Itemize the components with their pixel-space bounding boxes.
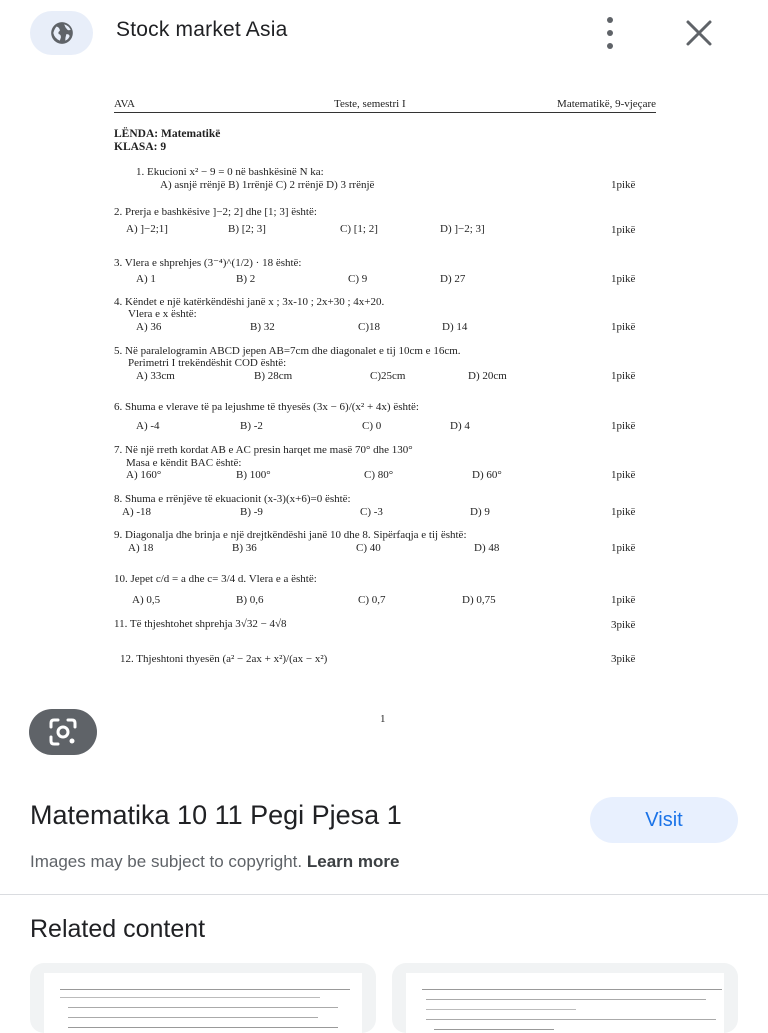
- question-4-option-b: B) 32: [250, 321, 275, 333]
- globe-icon[interactable]: [30, 11, 93, 55]
- question-3-option-a: A) 1: [136, 273, 156, 285]
- question-7-points: 1pikë: [611, 469, 636, 481]
- question-3-option-b: B) 2: [236, 273, 256, 285]
- question-6: 6. Shuma e vlerave të pa lejushme të thyesës (3x − 6)/(x² + 4x) është:: [114, 401, 419, 413]
- doc-header-left: AVA: [114, 98, 135, 110]
- related-thumbnail-2: [406, 973, 724, 1033]
- question-5-points: 1pikë: [611, 370, 636, 382]
- question-9-option-a: A) 18: [128, 542, 154, 554]
- question-2-points: 1pikë: [611, 224, 636, 236]
- question-8-points: 1pikë: [611, 506, 636, 518]
- question-8-option-b: B) -9: [240, 506, 263, 518]
- copyright-text: Images may be subject to copyright.: [30, 852, 303, 871]
- question-4-line2: Vlera e x është:: [128, 308, 197, 320]
- question-4-points: 1pikë: [611, 321, 636, 333]
- question-6-option-b: B) -2: [240, 420, 263, 432]
- question-11-points: 3pikë: [611, 619, 636, 631]
- question-9-option-d: D) 48: [474, 542, 500, 554]
- question-3-option-c: C) 9: [348, 273, 368, 285]
- related-content-heading: Related content: [30, 915, 206, 943]
- question-4-option-d: D) 14: [442, 321, 468, 333]
- related-thumbnail-1: [44, 973, 362, 1033]
- document-image[interactable]: [0, 66, 768, 756]
- question-4-option-c: C)18: [358, 321, 380, 333]
- question-3-option-d: D) 27: [440, 273, 466, 285]
- question-9: 9. Diagonalja dhe brinja e një drejtkëndëshi janë 10 dhe 8. Sipërfaqja e tij është:: [114, 529, 467, 541]
- related-card-2[interactable]: [392, 963, 738, 1033]
- question-1: 1. Ekucioni x² − 9 = 0 në bashkësinë N ka:: [136, 166, 324, 178]
- doc-subject: LËNDA: Matematikë: [114, 128, 221, 140]
- document-header: [114, 98, 656, 113]
- question-5-line2: Perimetri I trekëndëshit COD është:: [128, 357, 287, 369]
- question-7-option-d: D) 60°: [472, 469, 502, 481]
- question-10-option-c: C) 0,7: [358, 594, 386, 606]
- question-7-line2: Masa e këndit BAC është:: [126, 457, 242, 469]
- question-6-option-a: A) -4: [136, 420, 160, 432]
- question-2-option-b: B) [2; 3]: [228, 223, 266, 235]
- question-4-option-a: A) 36: [136, 321, 162, 333]
- question-4: 4. Këndet e një katërkëndëshi janë x ; 3x-10 ; 2x+30 ; 4x+20.: [114, 296, 385, 308]
- close-icon[interactable]: [682, 16, 716, 50]
- google-lens-icon[interactable]: [29, 709, 97, 755]
- question-8-option-d: D) 9: [470, 506, 490, 518]
- question-10-points: 1pikë: [611, 594, 636, 606]
- related-card-1[interactable]: [30, 963, 376, 1033]
- question-5-option-b: B) 28cm: [254, 370, 293, 382]
- question-6-points: 1pikë: [611, 420, 636, 432]
- visit-button[interactable]: Visit: [590, 797, 738, 843]
- question-2-option-d: D) ]−2; 3]: [440, 223, 485, 235]
- question-7-option-b: B) 100°: [236, 469, 271, 481]
- question-2-option-c: C) [1; 2]: [340, 223, 378, 235]
- result-title[interactable]: Matematika 10 11 Pegi Pjesa 1: [30, 800, 402, 830]
- question-2-option-a: A) ]−2;1]: [126, 223, 168, 235]
- learn-more-link[interactable]: Learn more: [306, 852, 400, 871]
- question-3-points: 1pikë: [611, 273, 636, 285]
- divider: [0, 894, 768, 895]
- more-vert-icon[interactable]: [596, 17, 624, 49]
- question-1-points: 1pikë: [611, 179, 636, 191]
- question-7-option-c: C) 80°: [364, 469, 394, 481]
- question-7-option-a: A) 160°: [126, 469, 162, 481]
- question-6-option-d: D) 4: [450, 420, 470, 432]
- top-bar: [0, 0, 768, 66]
- question-9-option-b: B) 36: [232, 542, 257, 554]
- question-8-option-a: A) -18: [122, 506, 152, 518]
- question-11: 11. Të thjeshtohet shprehja 3√32 − 4√8: [114, 618, 287, 630]
- question-10-option-a: A) 0,5: [132, 594, 161, 606]
- question-5-option-a: A) 33cm: [136, 370, 175, 382]
- question-10-option-d: D) 0,75: [462, 594, 496, 606]
- question-9-points: 1pikë: [611, 542, 636, 554]
- question-8-option-c: C) -3: [360, 506, 383, 518]
- question-6-option-c: C) 0: [362, 420, 382, 432]
- question-5-option-c: C)25cm: [370, 370, 406, 382]
- question-3: 3. Vlera e shprehjes (3⁻⁴)^(1/2) · 18 është:: [114, 257, 302, 269]
- doc-grade: KLASA: 9: [114, 141, 167, 153]
- question-9-option-c: C) 40: [356, 542, 381, 554]
- doc-header-right: Matematikë, 9-vjeçare: [557, 98, 656, 110]
- question-10: 10. Jepet c/d = a dhe c= 3/4 d. Vlera e a është:: [114, 573, 317, 585]
- doc-header-center: Teste, semestri I: [334, 98, 406, 110]
- page-number: 1: [380, 713, 386, 725]
- question-5-option-d: D) 20cm: [468, 370, 507, 382]
- question-5: 5. Në paralelogramin ABCD jepen AB=7cm dhe diagonalet e tij 10cm e 16cm.: [114, 345, 461, 357]
- question-8: 8. Shuma e rrënjëve të ekuacionit (x-3)(x+6)=0 është:: [114, 493, 351, 505]
- question-7: 7. Në një rreth kordat AB e AC presin harqet me masë 70° dhe 130°: [114, 444, 413, 456]
- question-1-options: A) asnjë rrënjë B) 1rrënjë C) 2 rrënjë D) 3 rrënjë: [160, 179, 375, 191]
- site-title: Stock market Asia: [116, 18, 288, 41]
- question-10-option-b: B) 0,6: [236, 594, 264, 606]
- copyright-notice: [30, 852, 399, 872]
- question-12: 12. Thjeshtoni thyesën (a² − 2ax + x²)/(ax − x²): [120, 653, 328, 665]
- question-12-points: 3pikë: [611, 653, 636, 665]
- question-2: 2. Prerja e bashkësive ]−2; 2] dhe [1; 3] është:: [114, 206, 317, 218]
